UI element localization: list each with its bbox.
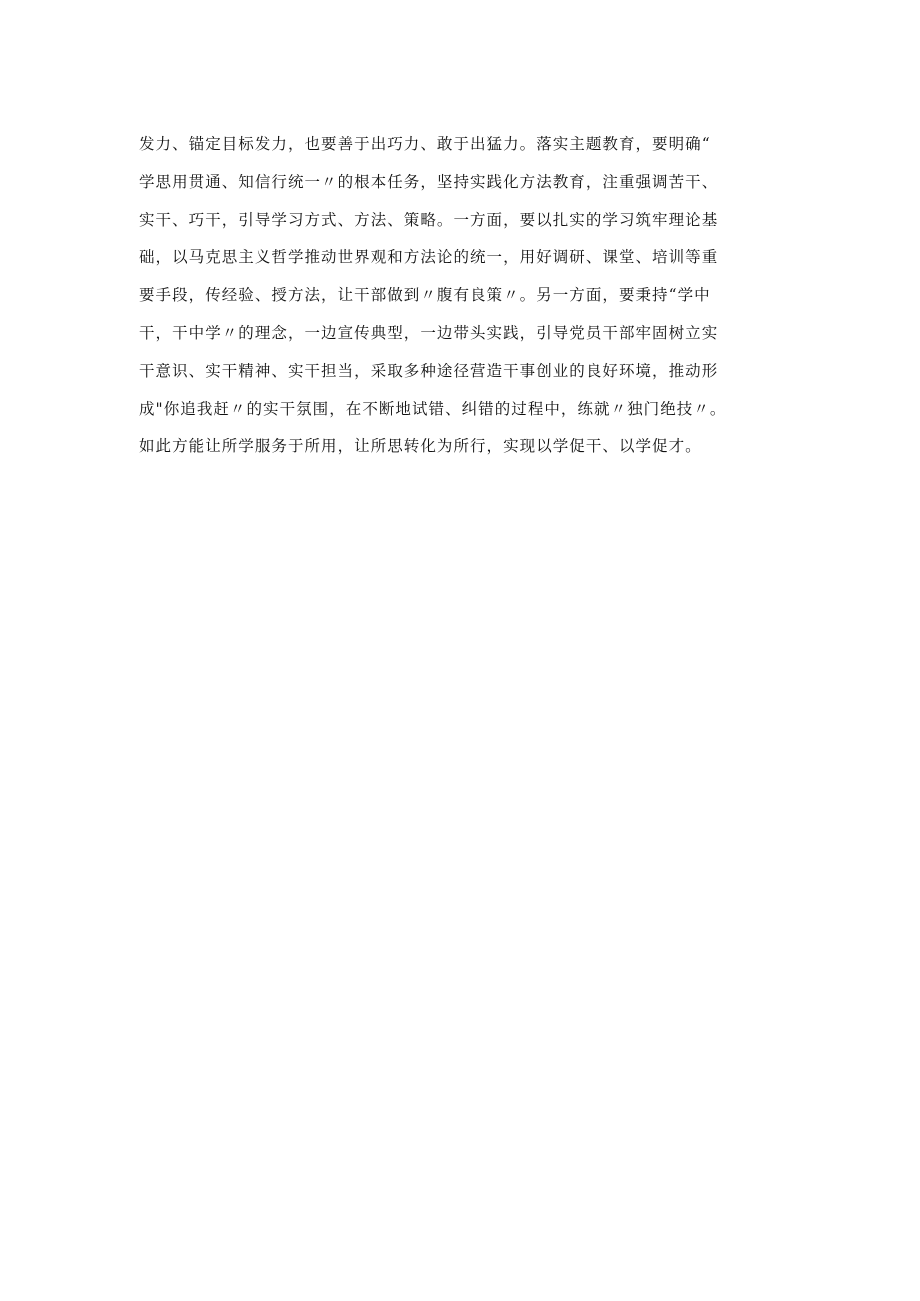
body-paragraph <box>139 126 799 466</box>
paragraph-line-2: 学思用贯通、知信行统一〃的根本任务，坚持实践化方法教育，注重强调苦干、 <box>139 172 719 191</box>
paragraph-line-4: 础，以马克思主义哲学推动世界观和方法论的统一，用好调研、课堂、培训等重 <box>139 248 719 267</box>
paragraph-line-8: 成"你追我赶〃的实干氛围，在不断地试错、纠错的过程中，练就〃独门绝技〃。 <box>139 399 727 418</box>
paragraph-line-7: 干意识、实干精神、实干担当，采取多种途径营造干事创业的良好环境，推动形 <box>139 361 719 380</box>
paragraph-line-3: 实干、巧干，引导学习方式、方法、策略。一方面，要以扎实的学习筑牢理论基 <box>139 210 719 229</box>
paragraph-line-9: 如此方能让所学服务于所用，让所思转化为所行，实现以学促干、以学促才。 <box>139 437 702 456</box>
paragraph-line-5: 要手段，传经验、授方法，让干部做到〃腹有良策〃。另一方面，要秉持“学中 <box>139 286 711 305</box>
paragraph-line-1: 发力、锚定目标发力，也要善于出巧力、敢于出猛力。落实主题教育，要明确“ <box>139 135 711 153</box>
paragraph-line-6: 干，干中学〃的理念，一边宣传典型，一边带头实践，引导党员干部牢固树立实 <box>139 323 719 342</box>
